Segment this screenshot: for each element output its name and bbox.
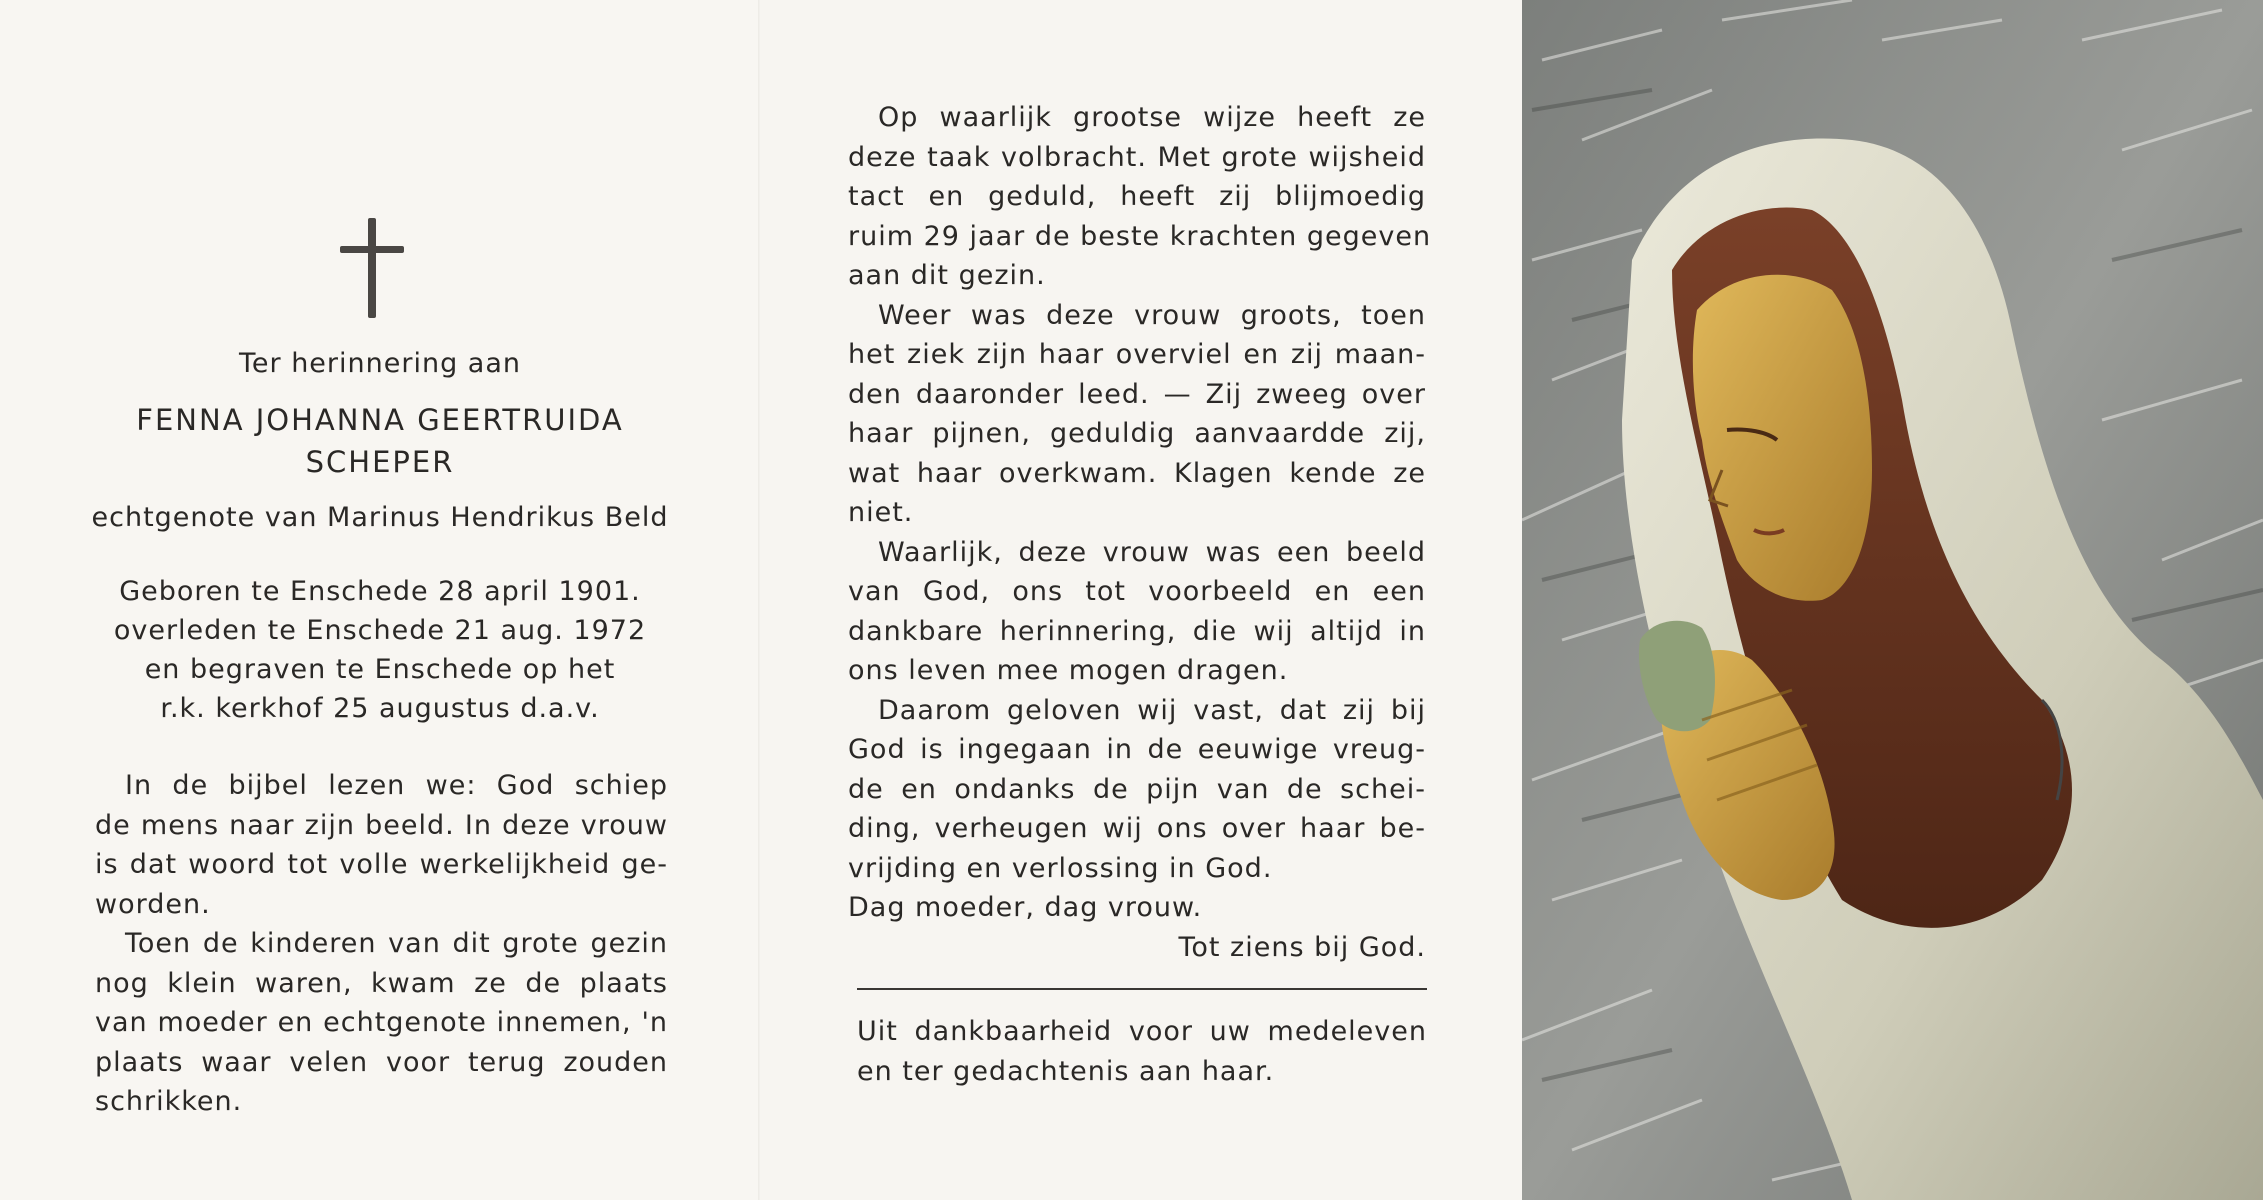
text-line: vrijding en verlossing in God. (848, 852, 1273, 884)
cross-icon (340, 218, 404, 318)
text-line: ruim 29 jaar de beste krachten gegeven (848, 220, 1432, 252)
text-line: de mens naar zijn beeld. In deze vrouw (95, 809, 668, 841)
text-line: niet. (848, 497, 914, 528)
text-line: dankbare herinnering, die wij altijd in (848, 615, 1426, 647)
text-line: wat haar overkwam. Klagen kende ze (848, 457, 1426, 489)
text-line: van moeder en echtgenote innemen, 'n (95, 1007, 668, 1038)
text-line: Weer was deze vrouw groots, toen (878, 299, 1426, 331)
cemetery-line: r.k. kerkhof 25 augustus d.a.v. (160, 693, 600, 724)
text-line: worden. (95, 888, 211, 920)
text-line: de en ondanks de pijn van de schei- (848, 773, 1426, 805)
text-line: haar pijnen, geduldig aanvaardde zij, (848, 418, 1426, 449)
life-dates (60, 572, 700, 728)
farewell-line: Tot ziens bij God. (1178, 931, 1426, 963)
section-divider (857, 988, 1427, 990)
madonna-portrait (1522, 0, 2263, 1200)
madonna-painting (1522, 0, 2263, 1200)
memorial-heading: Ter herinnering aan (239, 348, 521, 379)
death-line: overleden te Enschede 21 aug. 1972 (113, 615, 647, 646)
deceased-name-line1: FENNA JOHANNA GEERTRUIDA (136, 403, 624, 437)
text-line: Daarom geloven wij vast, dat zij bij (878, 694, 1426, 726)
text-line: is dat woord tot volle werkelijkheid ge- (95, 849, 668, 880)
text-line: In de bijbel lezen we: God schiep (125, 770, 668, 801)
thanks-text (857, 1012, 1427, 1091)
text-line: Op waarlijk grootse wijze heeft ze (878, 102, 1426, 133)
text-line: Uit dankbaarheid voor uw medeleven (857, 1016, 1427, 1047)
text-line: Waarlijk, deze vrouw was een beeld (878, 536, 1426, 568)
text-line: den daaronder leed. — Zij zweeg over (848, 378, 1426, 410)
text-line: schrikken. (95, 1086, 243, 1117)
text-line: aan dit gezin. (848, 260, 1046, 291)
closing-line: Dag moeder, dag vrouw. (848, 892, 1203, 923)
birth-line: Geboren te Enschede 28 april 1901. (119, 576, 641, 607)
paragraph-bible (95, 766, 668, 1122)
text-line: plaats waar velen voor terug zouden (95, 1046, 668, 1078)
text-line: ding, verheugen wij ons over haar be- (848, 813, 1426, 844)
spouse-line: echtgenote van Marinus Hendrikus Beld (91, 502, 669, 533)
text-line: ons leven mee mogen dragen. (848, 655, 1289, 686)
text-line: God is ingegaan in de eeuwige vreug- (848, 734, 1426, 765)
burial-line: en begraven te Enschede op het (144, 654, 616, 685)
paragraph-main (848, 98, 1432, 967)
left-page (0, 0, 760, 1200)
text-line: Toen de kinderen van dit grote gezin (125, 928, 668, 959)
text-line: tact en geduld, heeft zij blijmoedig (848, 181, 1426, 212)
text-line: van God, ons tot voorbeeld en een (848, 576, 1426, 607)
text-line: en ter gedachtenis aan haar. (857, 1055, 1275, 1087)
text-line: deze taak volbracht. Met grote wijsheid (848, 141, 1426, 173)
deceased-name-line2: SCHEPER (305, 445, 455, 479)
text-line: het ziek zijn haar overviel en zij maan- (848, 339, 1426, 370)
text-line: nog klein waren, kwam ze de plaats (95, 967, 668, 999)
